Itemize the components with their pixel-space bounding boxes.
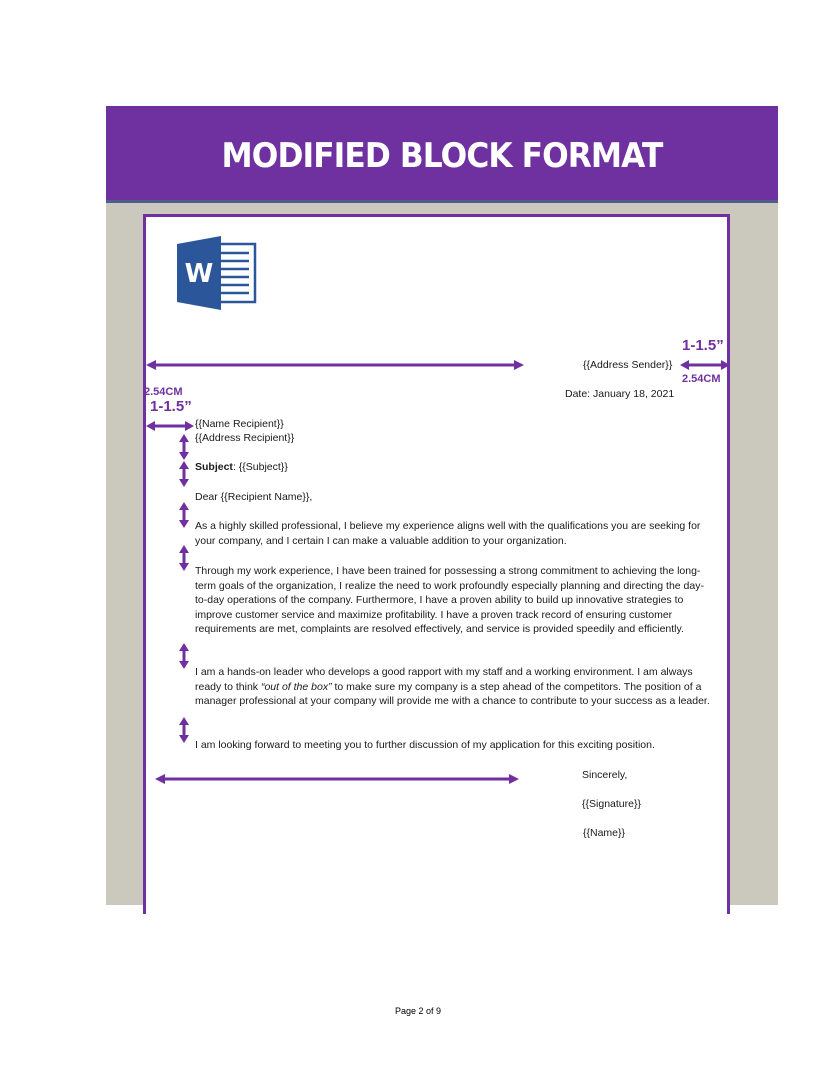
banner-title: MODIFIED BLOCK FORMAT	[221, 136, 663, 176]
letter-date: Date: January 18, 2021	[565, 388, 675, 400]
spacing-arrow-icon	[178, 643, 190, 669]
right-margin-cm-label: 2.54CM	[682, 373, 721, 385]
page-number: Page 2 of 9	[394, 1006, 442, 1016]
paragraph-1: As a highly skilled professional, I believe my experience aligns well with the qualifications you are seeking for your company, and I certain I can make a valuable addition to your organization.	[195, 520, 701, 547]
title-banner	[106, 106, 778, 202]
word-icon	[177, 236, 257, 310]
left-margin-inches-label: 1-1.5”	[150, 398, 192, 415]
spacing-arrow-icon	[178, 545, 190, 571]
spacing-arrow-icon	[178, 461, 190, 487]
paragraph-3	[195, 665, 710, 709]
salutation: Dear {{Recipient Name}},	[195, 491, 313, 503]
paragraph-3-text-a: I am a hands-on leader who develops a good rapport with my staff and a working environment. I am always ready to think	[195, 666, 693, 693]
closing: Sincerely,	[582, 769, 628, 781]
sender-indent-arrow-icon	[146, 359, 524, 371]
recipient-name: {{Name Recipient}}	[195, 418, 284, 430]
right-margin-inches-label: 1-1.5”	[682, 337, 724, 354]
paragraph-2: Through my work experience, I have been trained for possessing a strong commitment to achieving the long-term goals of the organization, I realize the need to work profoundly especially planning and directing the day-to-day operations of the company. Furthermore, I have a proven ability to build up innovative strategies to improve customer service and maximize profitability. I have a proven track record of ensuring customer requirements are met, complaints are resolved effectively, and service is provided speedily and efficiently.	[195, 565, 704, 636]
paragraph-3-italic: “out of the box”	[260, 680, 332, 693]
left-margin-arrow-icon	[146, 420, 194, 432]
subject-line	[195, 460, 288, 475]
left-margin-cm-label: 2.54CM	[144, 386, 183, 398]
paragraph-4: I am looking forward to meeting you to further discussion of my application for this exciting position.	[195, 739, 655, 751]
subject-value: : {{Subject}}	[232, 461, 288, 473]
signature: {{Signature}}	[582, 798, 641, 810]
closing-indent-arrow-icon	[155, 773, 519, 785]
subject-label: Subject	[195, 461, 233, 473]
sender-address: {{Address Sender}}	[583, 359, 673, 371]
spacing-arrow-icon	[178, 717, 190, 743]
right-margin-arrow-icon	[680, 359, 730, 371]
sender-name: {{Name}}	[583, 827, 626, 839]
spacing-arrow-icon	[178, 434, 190, 460]
svg-text:W: W	[184, 259, 214, 289]
spacing-arrow-icon	[178, 502, 190, 528]
recipient-address: {{Address Recipient}}	[195, 432, 295, 444]
paragraph-3-text-b: to make sure my company is a step ahead of the competitors. The position of a manager professional at your company will provide me with a chance to contribute to your success as a leader.	[195, 680, 710, 708]
